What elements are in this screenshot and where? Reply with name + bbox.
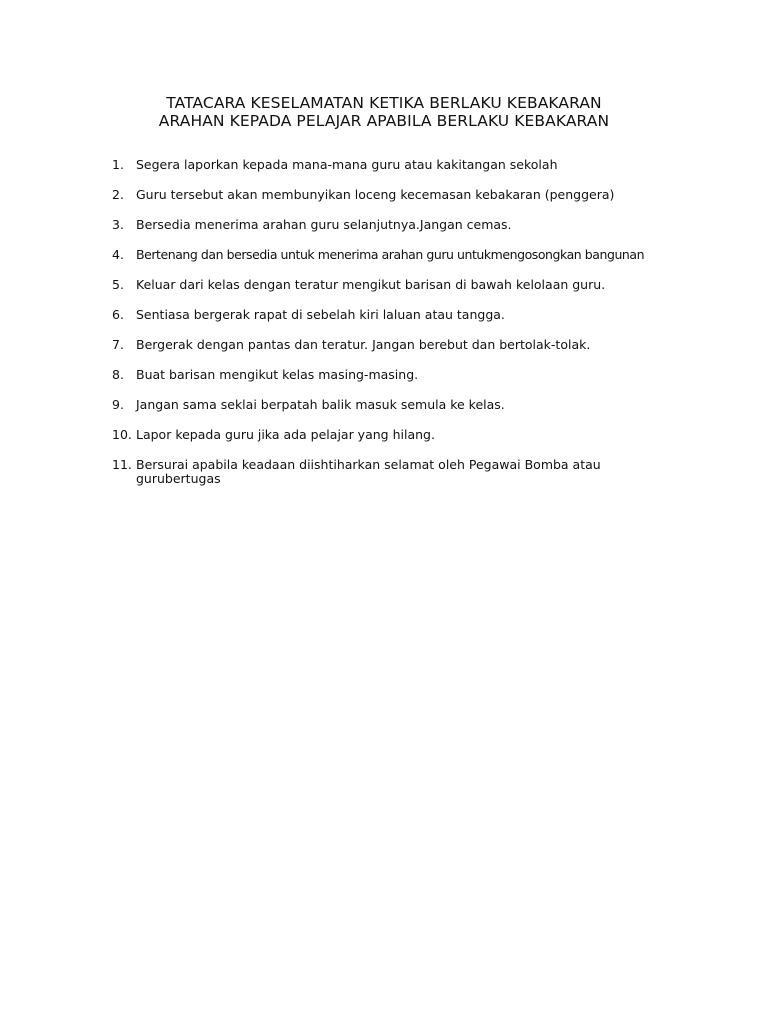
item-text: Bergerak dengan pantas dan teratur. Jangan berebut dan bertolak-tolak. (136, 337, 591, 352)
list-item (112, 308, 672, 322)
list-item (112, 458, 672, 486)
item-number: 3. (112, 217, 124, 232)
item-number: 2. (112, 187, 124, 202)
item-number: 10. (112, 427, 132, 442)
list-item (112, 368, 672, 382)
item-text: Guru tersebut akan membunyikan loceng kecemasan kebakaran (penggera) (136, 187, 615, 202)
item-number: 1. (112, 157, 124, 172)
list-item (112, 398, 672, 412)
item-number: 9. (112, 397, 124, 412)
list-item (112, 218, 672, 232)
item-text: Keluar dari kelas dengan teratur mengikut barisan di bawah kelolaan guru. (136, 277, 606, 292)
list-item (112, 278, 672, 292)
item-number: 8. (112, 367, 124, 382)
list-item (112, 338, 672, 352)
item-number: 11. (112, 457, 132, 472)
list-item (112, 248, 672, 262)
item-text: Buat barisan mengikut kelas masing-masing. (136, 367, 419, 382)
list-item (112, 188, 672, 202)
item-text: Segera laporkan kepada mana-mana guru atau kakitangan sekolah (136, 157, 558, 172)
item-text: Lapor kepada guru jika ada pelajar yang hilang. (136, 427, 435, 442)
item-number: 7. (112, 337, 124, 352)
item-text: Bersurai apabila keadaan diishtiharkan selamat oleh Pegawai Bomba atau gurubertugas (136, 457, 601, 486)
item-text: Sentiasa bergerak rapat di sebelah kiri laluan atau tangga. (136, 307, 505, 322)
item-text: Bertenang dan bersedia untuk menerima arahan guru untukmengosongkan bangunan (136, 247, 645, 262)
list-item (112, 158, 672, 172)
item-number: 4. (112, 247, 124, 262)
item-number: 5. (112, 277, 124, 292)
item-number: 6. (112, 307, 124, 322)
instruction-list (112, 158, 672, 502)
title-line-2: ARAHAN KEPADA PELAJAR APABILA BERLAKU KEBAKARAN (158, 112, 610, 130)
title-line-1: TATACARA KESELAMATAN KETIKA BERLAKU KEBAKARAN (166, 94, 602, 112)
item-text: Jangan sama seklai berpatah balik masuk semula ke kelas. (136, 397, 505, 412)
item-text: Bersedia menerima arahan guru selanjutnya.Jangan cemas. (136, 217, 512, 232)
list-item (112, 428, 672, 442)
document-title (0, 94, 768, 130)
